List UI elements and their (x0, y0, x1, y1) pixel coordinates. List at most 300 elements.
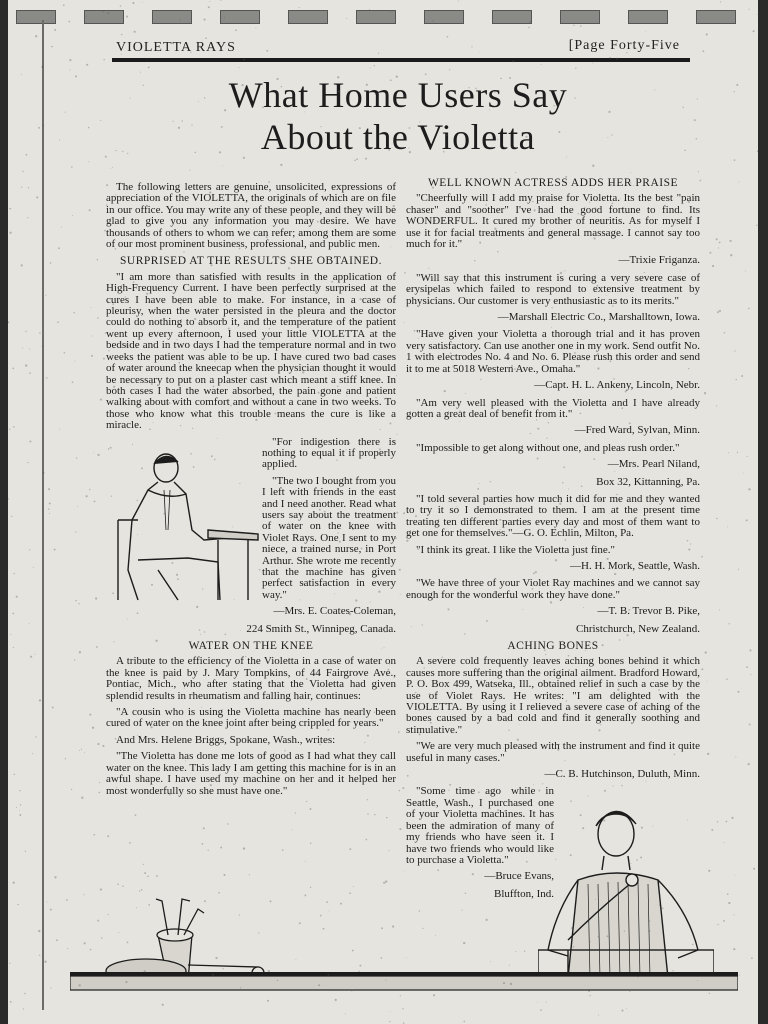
grain-speck (239, 67, 240, 68)
grain-speck (524, 951, 525, 952)
perforation-hole (152, 10, 192, 24)
grain-speck (299, 7, 300, 8)
grain-speck (208, 6, 210, 8)
perforation-hole (424, 10, 464, 24)
grain-speck (573, 25, 574, 26)
grain-speck (9, 208, 11, 210)
grain-speck (39, 955, 40, 956)
grain-speck (122, 886, 124, 888)
grain-speck (743, 473, 744, 474)
grain-speck (112, 167, 113, 168)
grain-speck (400, 594, 401, 595)
grain-speck (100, 120, 101, 121)
grain-speck (83, 894, 84, 895)
grain-speck (734, 159, 736, 161)
grain-speck (727, 526, 728, 527)
grain-speck (705, 651, 707, 653)
grain-speck (704, 392, 706, 394)
grain-speck (48, 508, 49, 509)
grain-speck (19, 790, 20, 791)
grain-speck (71, 166, 73, 168)
grain-speck (54, 29, 56, 31)
testimonial-paragraph: "Am very well pleased with the Violetta and I have already gotten a great deal of benefit from it." (406, 396, 700, 420)
grain-speck (36, 196, 38, 198)
grain-speck (92, 727, 94, 729)
grain-speck (29, 372, 31, 374)
grain-speck (709, 252, 711, 254)
grain-speck (201, 843, 203, 845)
grain-speck (84, 752, 85, 753)
grain-speck (703, 50, 705, 52)
grain-speck (72, 215, 73, 216)
intro-paragraph: The following letters are genuine, unsolicited, expressions of appreciation of the VIOLETTA, the originals of which are on file in our office. You may write any of these people, and they will be glad to give you any information you may desire. We have thousands of others to whom we can refer; among them are some of our most prominent business, professional, and public men. (106, 181, 396, 251)
grain-speck (110, 168, 111, 169)
grain-speck (310, 887, 311, 888)
grain-speck (97, 317, 98, 318)
grain-speck (129, 842, 131, 844)
article-paragraph: A severe cold frequently leaves aching bones behind it which causes more suffering than the original ailment. Bradford Howard, P. O. Box 499, Watseka, Ill., obtained relief in such a case by the use of Violet Rays. He writes: "I am delighted with the VIOLETTA. By using it I relieved a severe case of aching of the bones caused by a bad cold and find it generally soothing and stimulative." (406, 655, 700, 736)
signature: —Capt. H. L. Ankeny, Lincoln, Nebr. (534, 379, 700, 392)
grain-speck (728, 902, 730, 904)
grain-speck (706, 33, 708, 35)
grain-speck (75, 600, 77, 602)
title-line-2: About the Violetta (260, 117, 536, 157)
grain-speck (29, 549, 30, 550)
grain-speck (374, 814, 375, 815)
grain-speck (733, 948, 735, 950)
grain-speck (356, 158, 358, 160)
grain-speck (724, 332, 726, 334)
grain-speck (91, 307, 92, 308)
perforation-hole (220, 10, 260, 24)
grain-speck (741, 375, 743, 377)
grain-speck (38, 930, 40, 932)
grain-speck (757, 150, 758, 152)
grain-speck (139, 890, 140, 891)
testimonial-paragraph: "For indigestion there is nothing to equal it if properly applied. (262, 435, 396, 471)
grain-speck (354, 160, 356, 162)
grain-speck (735, 756, 736, 757)
grain-speck (592, 165, 594, 167)
grain-speck (541, 64, 542, 65)
man-with-applicator-illustration (538, 800, 714, 978)
grain-speck (47, 902, 48, 903)
grain-speck (8, 321, 9, 323)
film-perforations (8, 10, 758, 24)
grain-speck (388, 850, 389, 851)
grain-speck (65, 758, 66, 759)
grain-speck (54, 549, 56, 551)
grain-speck (255, 28, 256, 29)
grain-speck (546, 1002, 547, 1003)
grain-speck (143, 864, 144, 865)
header-rule (112, 58, 690, 62)
grain-speck (93, 452, 94, 453)
grain-speck (25, 331, 26, 332)
grain-speck (97, 259, 99, 261)
grain-speck (716, 238, 718, 240)
grain-speck (56, 939, 58, 941)
grain-speck (397, 434, 398, 435)
grain-speck (352, 950, 354, 952)
testimonial-paragraph: "We have three of your Violet Ray machines and we cannot say enough for the wonderful work they have done." (406, 577, 700, 601)
grain-speck (141, 889, 143, 891)
grain-speck (723, 920, 725, 922)
signature: —T. B. Trevor B. Pike, (597, 605, 700, 618)
signature: —Trixie Friganza. (618, 254, 700, 267)
grain-speck (26, 154, 28, 156)
grain-speck (353, 886, 354, 887)
grain-speck (64, 352, 66, 354)
grain-speck (396, 375, 397, 376)
grain-speck (12, 368, 14, 370)
grain-speck (735, 875, 736, 876)
grain-speck (13, 647, 14, 648)
grain-speck (120, 5, 122, 7)
grain-speck (734, 350, 735, 351)
grain-speck (748, 488, 750, 490)
grain-speck (249, 874, 250, 875)
grain-speck (727, 893, 729, 895)
grain-speck (399, 790, 401, 792)
grain-speck (458, 0, 459, 1)
grain-speck (701, 556, 703, 558)
grain-speck (392, 925, 394, 927)
grain-speck (747, 456, 748, 457)
grain-speck (220, 0, 222, 1)
grain-speck (52, 707, 54, 709)
grain-speck (14, 573, 15, 574)
section-heading-aching-bones: ACHING BONES (507, 640, 599, 652)
grain-speck (299, 922, 301, 924)
perforation-hole (16, 10, 56, 24)
grain-speck (103, 358, 105, 360)
grain-speck (16, 596, 18, 598)
grain-speck (589, 995, 590, 996)
grain-speck (17, 904, 19, 906)
grain-speck (712, 265, 714, 267)
grain-speck (156, 875, 158, 877)
grain-speck (399, 828, 401, 830)
perforation-hole (356, 10, 396, 24)
grain-speck (359, 965, 361, 967)
grain-speck (85, 495, 87, 497)
section-heading-water-on-knee: WATER ON THE KNEE (188, 640, 314, 653)
grain-speck (598, 1015, 599, 1016)
grain-speck (719, 310, 721, 312)
article-paragraph: And Mrs. Helene Briggs, Spokane, Wash., writes: (116, 733, 336, 746)
grain-speck (27, 217, 28, 218)
grain-speck (79, 750, 80, 751)
grain-speck (84, 942, 86, 944)
grain-speck (403, 322, 404, 323)
grain-speck (749, 723, 751, 725)
grain-speck (748, 308, 750, 310)
grain-speck (366, 839, 368, 841)
signature: —Mrs. Pearl Niland, (607, 458, 700, 471)
grain-speck (729, 623, 730, 624)
grain-speck (749, 649, 751, 651)
grain-speck (51, 46, 53, 48)
grain-speck (753, 868, 755, 870)
grain-speck (718, 247, 719, 248)
grain-speck (29, 440, 31, 442)
grain-speck (349, 892, 351, 894)
grain-speck (580, 25, 581, 26)
grain-speck (140, 72, 141, 73)
grain-speck (707, 681, 708, 682)
grain-speck (39, 699, 41, 701)
grain-speck (89, 209, 91, 211)
grain-speck (720, 1, 721, 2)
grain-speck (77, 506, 78, 507)
grain-speck (739, 975, 740, 976)
grain-speck (208, 850, 209, 851)
grain-speck (730, 254, 732, 256)
grain-speck (381, 927, 383, 929)
grain-speck (340, 903, 342, 905)
grain-speck (89, 714, 91, 716)
grain-speck (58, 247, 60, 249)
grain-speck (736, 84, 738, 86)
grain-speck (14, 774, 16, 776)
grain-speck (50, 909, 52, 911)
signature-address: Box 32, Kittanning, Pa. (596, 475, 700, 488)
grain-speck (716, 518, 718, 520)
grain-speck (218, 892, 220, 894)
grain-speck (737, 691, 739, 693)
grain-speck (22, 171, 23, 172)
grain-speck (717, 924, 718, 925)
grain-speck (100, 888, 102, 890)
grain-speck (95, 597, 97, 599)
testimonial-paragraph: "Will say that this instrument is curing a very severe case of erysipelas which failed to respond to extensive treatment by physicians. Our customer is very enthusiastic as to its merits." (406, 271, 700, 307)
grain-speck (292, 829, 293, 830)
grain-speck (144, 872, 146, 874)
grain-speck (370, 68, 371, 69)
testimonial-paragraph: "I told several parties how much it did for me and they wanted to try it so I demonstrated to them. I am at the present time treating ten different parties every day and most of them want to get one for themselves."—G. O. Echlin, Milton, Pa. (406, 492, 700, 540)
title-line-1: What Home Users Say (228, 75, 568, 115)
grain-speck (701, 668, 703, 670)
grain-speck (389, 1021, 390, 1022)
grain-speck (746, 666, 748, 668)
signature: —Bruce Evans, (484, 870, 554, 883)
grain-speck (719, 609, 720, 610)
grain-speck (748, 763, 750, 765)
grain-speck (88, 161, 89, 162)
grain-speck (97, 743, 99, 745)
signature-address: Christchurch, New Zealand. (575, 622, 700, 635)
grain-speck (243, 847, 245, 849)
grain-speck (309, 808, 311, 810)
perforation-hole (560, 10, 600, 24)
grain-speck (367, 813, 368, 814)
grain-speck (44, 961, 46, 963)
testimonial-paragraph: "The Violetta has done me lots of good as I had what they call water on the knee. This lady I am getting this machine for is in an awful shape. I have used my machine on her and it helped her most wonderfully so she must have one." (106, 750, 396, 797)
grain-speck (756, 225, 757, 226)
grain-speck (223, 874, 225, 876)
grain-speck (162, 1004, 164, 1006)
grain-speck (30, 656, 32, 658)
grain-speck (738, 569, 739, 570)
grain-speck (509, 965, 510, 966)
page-number: [Page Forty-Five (568, 38, 680, 53)
grain-speck (209, 1, 210, 2)
grain-speck (75, 532, 76, 533)
testimonial-paragraph: "I am more than satisfied with results in the application of High-Frequency Current. I have been perfectly surprised at the cures I have been able to make. For instance, in a case of pleurisy, when the water persisted in the pleura and the doctor could do nothing to absorb it, and the temperature of the patient went up every afternoon, I used your little VIOLETTA at the bedside and in two days I had the temperature normal and in two weeks the patient was able to be up. I have cured two bad cases of water around the kneecap when the physician thought it would be necessary to put on a plaster cast which meant a stiff knee. In both cases I had the water absorbed, the pain gone and patient walking about with comfort and without a cane in two weeks. To those who know what this trouble means the cure is like a miracle. (106, 270, 396, 432)
grain-speck (575, 68, 576, 69)
grain-speck (400, 995, 401, 996)
grain-speck (86, 64, 88, 66)
grain-speck (81, 749, 82, 750)
grain-speck (463, 942, 465, 944)
grain-speck (19, 814, 21, 816)
perforation-hole (696, 10, 736, 24)
grain-speck (12, 613, 14, 615)
grain-speck (46, 377, 48, 379)
grain-speck (74, 659, 75, 660)
grain-speck (729, 240, 731, 242)
grain-speck (35, 736, 36, 737)
grain-speck (121, 34, 123, 36)
grain-speck (719, 242, 721, 244)
grain-speck (75, 361, 76, 362)
grain-speck (745, 271, 746, 272)
grain-speck (753, 30, 755, 32)
grain-speck (132, 2, 134, 4)
grain-speck (81, 797, 83, 799)
grain-speck (402, 1008, 403, 1009)
grain-speck (295, 812, 296, 813)
grain-speck (9, 232, 11, 234)
grain-speck (28, 623, 29, 624)
grain-speck (707, 753, 709, 755)
grain-speck (235, 29, 237, 31)
grain-speck (381, 957, 383, 959)
grain-speck (49, 513, 50, 514)
grain-speck (515, 951, 516, 952)
grain-speck (97, 454, 99, 456)
grain-speck (304, 894, 306, 896)
grain-speck (142, 2, 143, 3)
grain-speck (323, 928, 325, 930)
grain-speck (739, 182, 740, 183)
grain-speck (697, 98, 698, 99)
grain-speck (33, 567, 34, 568)
grain-speck (65, 112, 66, 113)
grain-speck (32, 753, 33, 754)
grain-speck (8, 498, 9, 500)
grain-speck (433, 994, 435, 996)
grain-speck (88, 127, 90, 129)
grain-speck (61, 227, 62, 228)
grain-speck (717, 311, 719, 313)
grain-speck (117, 884, 119, 886)
grain-speck (328, 910, 329, 911)
grain-speck (72, 381, 74, 383)
grain-speck (374, 65, 375, 66)
grain-speck (76, 457, 77, 458)
grain-speck (267, 1000, 269, 1002)
grain-speck (73, 312, 75, 314)
grain-speck (27, 462, 28, 463)
grain-speck (92, 336, 93, 337)
grain-speck (731, 817, 733, 819)
grain-speck (35, 654, 36, 655)
grain-speck (717, 821, 718, 822)
grain-speck (13, 426, 15, 428)
testimonial-paragraph: "We are very much pleased with the instrument and find it quite useful in many cases." (406, 740, 700, 764)
grain-speck (50, 987, 51, 988)
grain-speck (66, 899, 68, 901)
grain-speck (386, 817, 387, 818)
grain-speck (91, 355, 93, 357)
grain-speck (746, 519, 748, 521)
grain-speck (69, 59, 71, 61)
signature: —H. H. Mork, Seattle, Wash. (570, 559, 700, 572)
grain-speck (71, 789, 72, 790)
grain-speck (726, 821, 728, 823)
grain-speck (13, 881, 15, 883)
testimonial-paragraph: "I think its great. I like the Violetta just fine." (416, 543, 616, 556)
grain-speck (716, 405, 717, 406)
grain-speck (75, 75, 77, 77)
decorative-baseline (70, 968, 738, 994)
grain-speck (396, 512, 398, 514)
grain-speck (63, 4, 65, 6)
grain-speck (335, 999, 337, 1001)
testimonial-paragraph: "A cousin who is using the Violetta machine has nearly been cured of water on the knee joint after being crippled for years." (106, 706, 396, 730)
grain-speck (57, 321, 59, 323)
magazine-page (8, 0, 758, 1024)
signature: —Fred Ward, Sylvan, Minn. (574, 424, 700, 437)
grain-speck (750, 674, 751, 675)
grain-speck (592, 63, 593, 64)
grain-speck (626, 1008, 627, 1009)
signature-address: Bluffton, Ind. (494, 887, 554, 900)
grain-speck (728, 452, 729, 453)
grain-speck (326, 901, 328, 903)
grain-speck (737, 452, 738, 453)
grain-speck (23, 1008, 24, 1009)
grain-speck (490, 961, 491, 962)
grain-speck (67, 948, 68, 949)
grain-speck (29, 348, 30, 349)
grain-speck (16, 807, 17, 808)
grain-speck (50, 262, 52, 264)
grain-speck (449, 69, 450, 70)
grain-speck (305, 861, 306, 862)
grain-speck (403, 512, 405, 514)
grain-speck (734, 91, 735, 92)
grain-speck (621, 1010, 623, 1012)
grain-speck (25, 364, 27, 366)
grain-speck (463, 1021, 465, 1023)
grain-speck (220, 847, 222, 849)
grain-speck (404, 870, 405, 871)
grain-speck (54, 876, 56, 878)
grain-speck (726, 678, 728, 680)
grain-speck (295, 959, 296, 960)
grain-speck (736, 379, 737, 380)
grain-speck (402, 787, 404, 789)
article-title (108, 74, 688, 158)
grain-speck (11, 516, 12, 517)
grain-speck (406, 958, 407, 959)
grain-speck (48, 488, 50, 490)
grain-speck (147, 875, 149, 877)
grain-speck (45, 295, 46, 296)
